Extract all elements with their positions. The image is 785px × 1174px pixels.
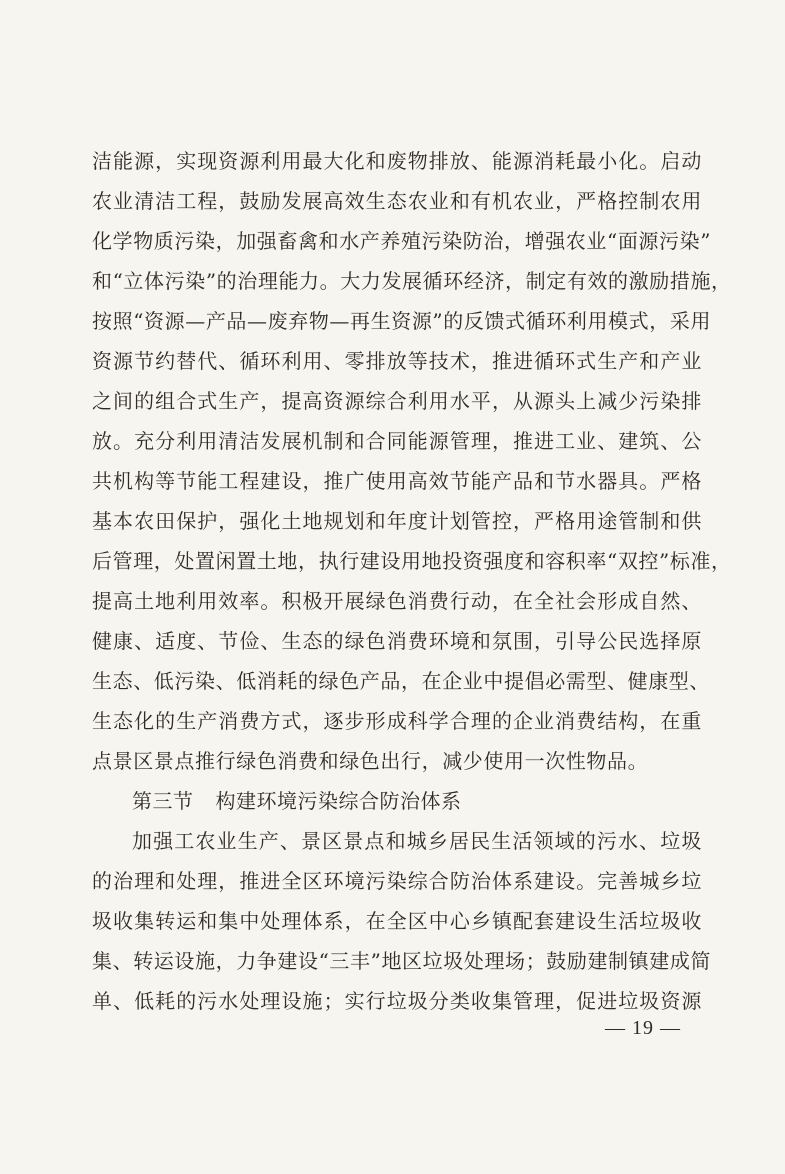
- body-text: [92, 141, 732, 1021]
- section-title: 构建环境污染综合防治体系: [215, 789, 462, 813]
- text-line: 按照“资源—产品—废弃物—再生资源”的反馈式循环利用模式，采用: [92, 309, 712, 333]
- text-line: 生态、低污染、低消耗的绿色产品，在企业中提倡必需型、健康型、: [92, 669, 710, 693]
- text-line: 集、转运设施，力争建设“三丰”地区垃圾处理场；鼓励建制镇建成简: [92, 949, 712, 973]
- text-line: 放。充分利用清洁发展机制和合同能源管理，推进工业、建筑、公: [92, 429, 702, 453]
- text-line: 资源节约替代、循环利用、零排放等技术，推进循环式生产和产业: [92, 349, 702, 373]
- text-line: 基本农田保护，强化土地规划和年度计划管控，严格用途管制和供: [92, 509, 702, 533]
- text-line: 洁能源，实现资源利用最大化和废物排放、能源消耗最小化。启动: [92, 149, 702, 173]
- text-line: 的治理和处理，推进全区环境污染综合防治体系建设。完善城乡垃: [92, 869, 702, 893]
- text-line: 农业清洁工程，鼓励发展高效生态农业和有机农业，严格控制农用: [92, 189, 702, 213]
- text-line: 之间的组合式生产，提高资源综合利用水平，从源头上减少污染排: [92, 389, 702, 413]
- section-number: 第三节: [132, 789, 194, 813]
- text-line: 化学物质污染，加强畜禽和水产养殖污染防治，增强农业“面源污染”: [92, 229, 712, 253]
- text-line: 圾收集转运和集中处理体系，在全区中心乡镇配套建设生活垃圾收: [92, 909, 702, 933]
- text-line: 提高土地利用效率。积极开展绿色消费行动，在全社会形成自然、: [92, 589, 702, 613]
- text-line: 点景区景点推行绿色消费和绿色出行，减少使用一次性物品。: [92, 749, 649, 773]
- text-line: 和“立体污染”的治理能力。大力发展循环经济，制定有效的激励措施，: [92, 269, 732, 293]
- text-line: 加强工农业生产、景区景点和城乡居民生活领域的污水、垃圾: [132, 829, 702, 853]
- section-heading: [92, 781, 702, 821]
- page-number: — 19 —: [605, 1017, 681, 1039]
- text-line: 生态化的生产消费方式，逐步形成科学合理的企业消费结构，在重: [92, 709, 702, 733]
- text-line: 健康、适度、节俭、生态的绿色消费环境和氛围，引导公民选择原: [92, 629, 702, 653]
- text-line: 后管理，处置闲置土地，执行建设用地投资强度和容积率“双控”标准，: [92, 549, 732, 573]
- text-line: 共机构等节能工程建设，推广使用高效节能产品和节水器具。严格: [92, 469, 702, 493]
- text-line: 单、低耗的污水处理设施；实行垃圾分类收集管理，促进垃圾资源: [92, 989, 702, 1013]
